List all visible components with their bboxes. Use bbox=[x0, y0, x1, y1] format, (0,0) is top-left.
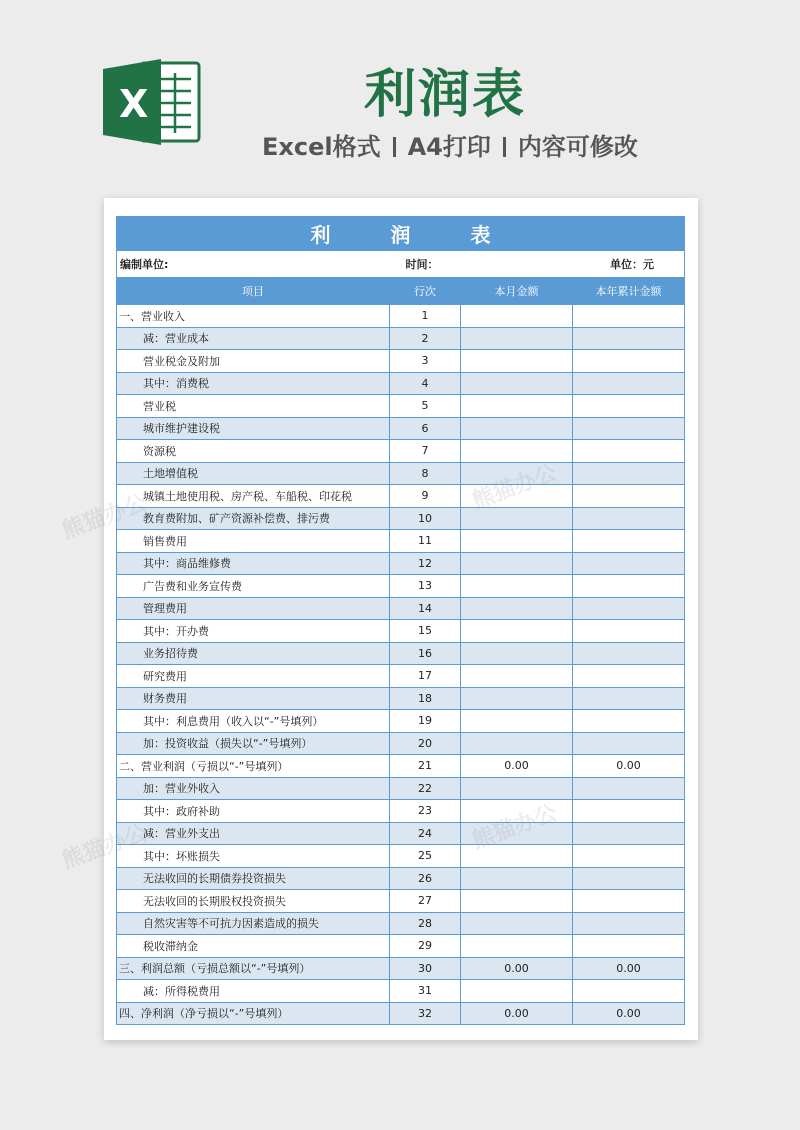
month-amount-cell[interactable] bbox=[461, 462, 573, 485]
table-row bbox=[117, 642, 685, 665]
line-no-cell: 31 bbox=[390, 980, 461, 1003]
item-cell: 资源税 bbox=[117, 440, 390, 463]
month-amount-cell[interactable]: 0.00 bbox=[461, 755, 573, 778]
table-row bbox=[117, 732, 685, 755]
month-amount-cell[interactable] bbox=[461, 845, 573, 868]
year-amount-cell[interactable] bbox=[573, 372, 685, 395]
year-amount-cell[interactable] bbox=[573, 980, 685, 1003]
year-amount-cell[interactable]: 0.00 bbox=[573, 957, 685, 980]
item-cell: 自然灾害等不可抗力因素造成的损失 bbox=[117, 912, 390, 935]
table-row bbox=[117, 575, 685, 598]
line-no-cell: 14 bbox=[390, 597, 461, 620]
year-amount-cell[interactable] bbox=[573, 530, 685, 553]
month-amount-cell[interactable] bbox=[461, 417, 573, 440]
line-no-cell: 8 bbox=[390, 462, 461, 485]
table-row bbox=[117, 530, 685, 553]
table-row bbox=[117, 350, 685, 373]
line-no-cell: 18 bbox=[390, 687, 461, 710]
compiling-unit-label: 编制单位: bbox=[117, 251, 390, 278]
month-amount-cell[interactable] bbox=[461, 665, 573, 688]
item-cell: 其中：政府补助 bbox=[117, 800, 390, 823]
month-amount-cell[interactable] bbox=[461, 372, 573, 395]
month-amount-cell[interactable] bbox=[461, 552, 573, 575]
year-amount-cell[interactable] bbox=[573, 507, 685, 530]
item-cell: 减：营业成本 bbox=[117, 327, 390, 350]
year-amount-cell[interactable] bbox=[573, 552, 685, 575]
table-row bbox=[117, 1002, 685, 1025]
item-cell: 广告费和业务宣传费 bbox=[117, 575, 390, 598]
year-amount-cell[interactable] bbox=[573, 597, 685, 620]
item-cell: 减：所得税费用 bbox=[117, 980, 390, 1003]
item-cell: 一、营业收入 bbox=[117, 305, 390, 328]
year-amount-cell[interactable]: 0.00 bbox=[573, 1002, 685, 1025]
line-no-cell: 9 bbox=[390, 485, 461, 508]
month-amount-cell[interactable] bbox=[461, 485, 573, 508]
month-amount-cell[interactable] bbox=[461, 935, 573, 958]
month-amount-cell[interactable] bbox=[461, 597, 573, 620]
line-no-cell: 12 bbox=[390, 552, 461, 575]
year-amount-cell[interactable] bbox=[573, 350, 685, 373]
month-amount-cell[interactable] bbox=[461, 687, 573, 710]
column-header-row bbox=[117, 278, 685, 305]
item-cell: 二、营业利润（亏损以“-”号填列） bbox=[117, 755, 390, 778]
item-cell: 其中：开办费 bbox=[117, 620, 390, 643]
item-cell: 其中：消费税 bbox=[117, 372, 390, 395]
page-title: 利润表 bbox=[363, 65, 526, 125]
year-amount-cell[interactable] bbox=[573, 687, 685, 710]
year-amount-cell[interactable] bbox=[573, 575, 685, 598]
month-amount-cell[interactable] bbox=[461, 395, 573, 418]
year-amount-cell[interactable] bbox=[573, 395, 685, 418]
table-row bbox=[117, 597, 685, 620]
year-amount-cell[interactable] bbox=[573, 710, 685, 733]
table-row bbox=[117, 935, 685, 958]
year-amount-cell[interactable] bbox=[573, 485, 685, 508]
month-amount-cell[interactable] bbox=[461, 822, 573, 845]
line-no-cell: 3 bbox=[390, 350, 461, 373]
currency-unit-label: 单位：元 bbox=[573, 251, 685, 278]
table-row bbox=[117, 395, 685, 418]
month-amount-cell[interactable] bbox=[461, 440, 573, 463]
table-row bbox=[117, 440, 685, 463]
table-row bbox=[117, 687, 685, 710]
table-row bbox=[117, 507, 685, 530]
item-cell: 无法收回的长期股权投资损失 bbox=[117, 890, 390, 913]
line-no-cell: 20 bbox=[390, 732, 461, 755]
year-amount-cell[interactable] bbox=[573, 642, 685, 665]
excel-logo-letter: X bbox=[119, 82, 149, 126]
table-row bbox=[117, 485, 685, 508]
item-cell: 管理费用 bbox=[117, 597, 390, 620]
year-amount-cell[interactable] bbox=[573, 440, 685, 463]
item-cell: 其中：坏账损失 bbox=[117, 845, 390, 868]
table-row bbox=[117, 890, 685, 913]
item-cell: 营业税 bbox=[117, 395, 390, 418]
line-no-cell: 23 bbox=[390, 800, 461, 823]
item-cell: 研究费用 bbox=[117, 665, 390, 688]
line-no-cell: 16 bbox=[390, 642, 461, 665]
item-cell: 税收滞纳金 bbox=[117, 935, 390, 958]
item-cell: 业务招待费 bbox=[117, 642, 390, 665]
year-amount-cell[interactable] bbox=[573, 867, 685, 890]
item-cell: 四、净利润（净亏损以“-”号填列） bbox=[117, 1002, 390, 1025]
item-cell: 其中：商品维修费 bbox=[117, 552, 390, 575]
table-row bbox=[117, 867, 685, 890]
table-row bbox=[117, 620, 685, 643]
line-no-cell: 6 bbox=[390, 417, 461, 440]
line-no-cell: 29 bbox=[390, 935, 461, 958]
month-amount-cell[interactable] bbox=[461, 530, 573, 553]
month-amount-cell[interactable] bbox=[461, 867, 573, 890]
line-no-cell: 5 bbox=[390, 395, 461, 418]
year-amount-cell[interactable] bbox=[573, 327, 685, 350]
subtitle-editable: 内容可修改 bbox=[517, 133, 638, 161]
year-amount-cell[interactable] bbox=[573, 845, 685, 868]
line-no-cell: 11 bbox=[390, 530, 461, 553]
month-amount-cell[interactable] bbox=[461, 350, 573, 373]
item-cell: 城镇土地使用税、房产税、车船税、印花税 bbox=[117, 485, 390, 508]
month-amount-cell[interactable] bbox=[461, 732, 573, 755]
month-amount-cell[interactable] bbox=[461, 575, 573, 598]
line-no-cell: 1 bbox=[390, 305, 461, 328]
sheet-title-row bbox=[117, 217, 685, 251]
line-no-cell: 10 bbox=[390, 507, 461, 530]
subtitle bbox=[262, 127, 682, 162]
item-cell: 加：营业外收入 bbox=[117, 777, 390, 800]
table-row bbox=[117, 305, 685, 328]
subtitle-print: A4打印 bbox=[407, 133, 491, 161]
month-amount-cell[interactable] bbox=[461, 642, 573, 665]
month-amount-cell[interactable]: 0.00 bbox=[461, 1002, 573, 1025]
line-no-cell: 26 bbox=[390, 867, 461, 890]
year-amount-cell[interactable] bbox=[573, 777, 685, 800]
month-amount-cell[interactable] bbox=[461, 507, 573, 530]
month-amount-cell[interactable] bbox=[461, 710, 573, 733]
table-row bbox=[117, 800, 685, 823]
month-amount-cell[interactable] bbox=[461, 327, 573, 350]
line-no-cell: 7 bbox=[390, 440, 461, 463]
item-cell: 销售费用 bbox=[117, 530, 390, 553]
month-amount-cell[interactable] bbox=[461, 980, 573, 1003]
year-amount-cell[interactable] bbox=[573, 417, 685, 440]
table-row bbox=[117, 327, 685, 350]
year-amount-cell[interactable] bbox=[573, 935, 685, 958]
year-amount-cell[interactable] bbox=[573, 890, 685, 913]
table-row bbox=[117, 417, 685, 440]
year-amount-cell[interactable] bbox=[573, 732, 685, 755]
item-cell: 减：营业外支出 bbox=[117, 822, 390, 845]
table-row bbox=[117, 755, 685, 778]
line-no-cell: 25 bbox=[390, 845, 461, 868]
table-row bbox=[117, 980, 685, 1003]
table-row bbox=[117, 665, 685, 688]
table-row bbox=[117, 372, 685, 395]
item-cell: 加：投资收益（损失以“-”号填列） bbox=[117, 732, 390, 755]
item-cell: 教育费附加、矿产资源补偿费、排污费 bbox=[117, 507, 390, 530]
line-no-cell: 24 bbox=[390, 822, 461, 845]
year-amount-cell[interactable] bbox=[573, 305, 685, 328]
line-no-cell: 13 bbox=[390, 575, 461, 598]
year-amount-cell[interactable] bbox=[573, 912, 685, 935]
sheet-title: 利 润 表 bbox=[117, 217, 685, 251]
line-no-cell: 19 bbox=[390, 710, 461, 733]
table-row bbox=[117, 845, 685, 868]
table-row bbox=[117, 822, 685, 845]
table-row bbox=[117, 710, 685, 733]
time-label: 时间： bbox=[390, 251, 573, 278]
column-header-item: 项目 bbox=[117, 278, 390, 305]
income-statement-table bbox=[116, 216, 685, 1025]
sheet-meta-row bbox=[117, 251, 685, 278]
line-no-cell: 27 bbox=[390, 890, 461, 913]
year-amount-cell[interactable] bbox=[573, 822, 685, 845]
table-body bbox=[117, 305, 685, 1025]
year-amount-cell[interactable] bbox=[573, 665, 685, 688]
excel-logo-icon bbox=[103, 57, 203, 147]
table-row bbox=[117, 777, 685, 800]
item-cell: 土地增值税 bbox=[117, 462, 390, 485]
line-no-cell: 17 bbox=[390, 665, 461, 688]
line-no-cell: 4 bbox=[390, 372, 461, 395]
line-no-cell: 21 bbox=[390, 755, 461, 778]
column-header-line-no: 行次 bbox=[390, 278, 461, 305]
month-amount-cell[interactable] bbox=[461, 912, 573, 935]
table-row bbox=[117, 552, 685, 575]
item-cell: 财务费用 bbox=[117, 687, 390, 710]
subtitle-separator bbox=[393, 137, 396, 157]
item-cell: 营业税金及附加 bbox=[117, 350, 390, 373]
table-row bbox=[117, 912, 685, 935]
column-header-year-amount: 本年累计金额 bbox=[573, 278, 685, 305]
month-amount-cell[interactable] bbox=[461, 620, 573, 643]
line-no-cell: 30 bbox=[390, 957, 461, 980]
year-amount-cell[interactable] bbox=[573, 800, 685, 823]
item-cell: 无法收回的长期债券投资损失 bbox=[117, 867, 390, 890]
line-no-cell: 15 bbox=[390, 620, 461, 643]
month-amount-cell[interactable] bbox=[461, 305, 573, 328]
line-no-cell: 2 bbox=[390, 327, 461, 350]
column-header-month-amount: 本月金额 bbox=[461, 278, 573, 305]
line-no-cell: 22 bbox=[390, 777, 461, 800]
item-cell: 其中：利息费用（收入以“-”号填列） bbox=[117, 710, 390, 733]
line-no-cell: 32 bbox=[390, 1002, 461, 1025]
month-amount-cell[interactable] bbox=[461, 800, 573, 823]
item-cell: 城市维护建设税 bbox=[117, 417, 390, 440]
year-amount-cell[interactable] bbox=[573, 462, 685, 485]
month-amount-cell[interactable] bbox=[461, 777, 573, 800]
month-amount-cell[interactable] bbox=[461, 890, 573, 913]
item-cell: 三、利润总额（亏损总额以“-”号填列） bbox=[117, 957, 390, 980]
year-amount-cell[interactable] bbox=[573, 620, 685, 643]
line-no-cell: 28 bbox=[390, 912, 461, 935]
year-amount-cell[interactable]: 0.00 bbox=[573, 755, 685, 778]
month-amount-cell[interactable]: 0.00 bbox=[461, 957, 573, 980]
subtitle-format: Excel格式 bbox=[262, 133, 381, 161]
table-row bbox=[117, 462, 685, 485]
subtitle-separator bbox=[503, 137, 506, 157]
table-row bbox=[117, 957, 685, 980]
